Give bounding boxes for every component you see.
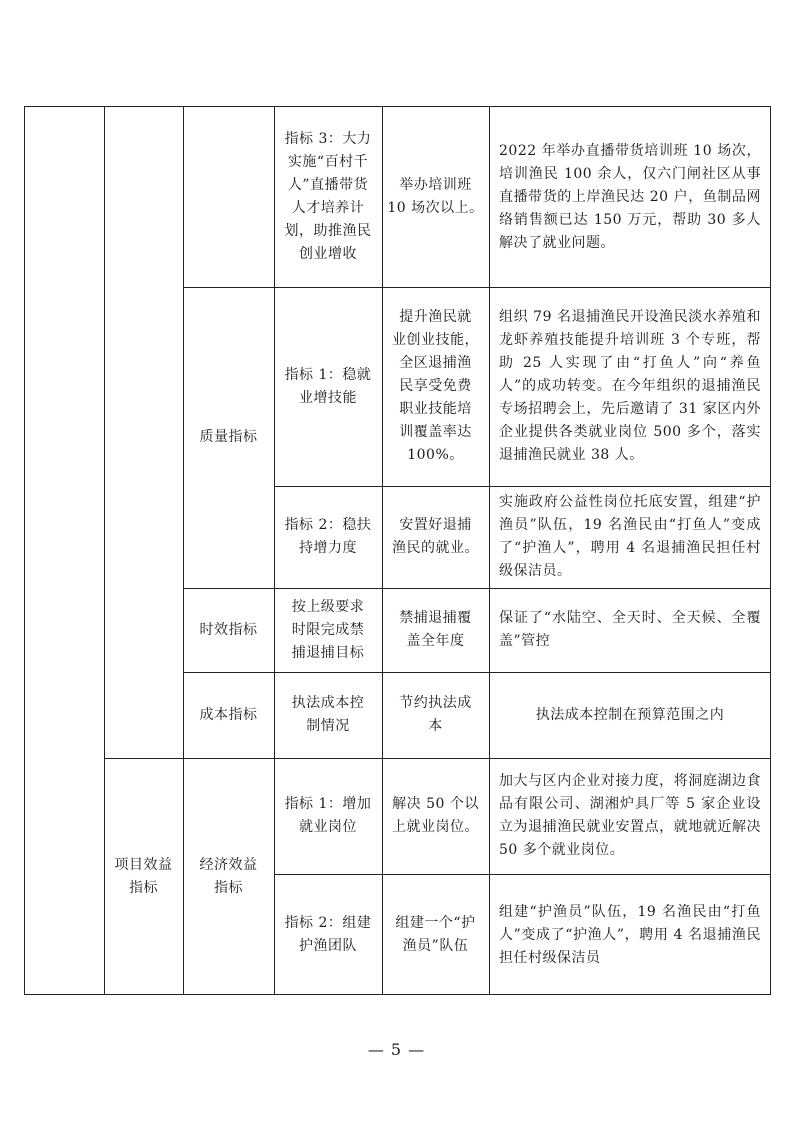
result-cell: 组织 79 名退捕渔民开设渔民淡水养殖和龙虾养殖技能提升培训班 3 个专班，帮助 25 人实现了由“打鱼人”向“养鱼人”的成功转变。在今年组织的退捕渔民专场招聘会上，先后邀请了 31 家区内外企业提供各类就业岗位 500 多个，落实退捕渔民就业 38 人。 [499,309,761,463]
target-cell: 提升渔民就 业创业技能， 全区退捕渔 民享受免费 职业技能培 训覆盖率达 100%。 [392,309,479,463]
indicator-cell: 按上级要求 时限完成禁 捕退捕目标 [291,598,365,661]
category-cell-efficiency: 项目效益 指标 [114,857,173,896]
target-cell: 安置好退捕 渔民的就业。 [392,517,479,556]
result-cell: 加大与区内企业对接力度，将洞庭湖边食品有限公司、湖湘炉具厂等 5 家企业设立为退捕渔民就业安置点，就地就近解决 50 多个就业岗位。 [499,773,761,858]
target-cell: 举办培训班 10 场次以上。 [387,177,484,216]
target-cell: 禁捕退捕覆 盖全年度 [399,610,472,649]
subcategory-cell-timeliness: 时效指标 [199,621,258,638]
performance-table [24,106,771,995]
indicator-cell: 指标 2：组建 护渔团队 [284,915,372,954]
indicator-cell: 指标 2：稳扶 持增力度 [284,517,372,556]
result-cell: 执法成本控制在预算范围之内 [535,706,725,723]
page-number: — 5 — [367,1040,426,1059]
subcategory-cell-quality: 质量指标 [199,429,258,445]
target-cell: 节约执法成 本 [399,695,472,734]
target-cell: 解决 50 个以 上就业岗位。 [392,796,479,835]
indicator-cell: 指标 1：稳就 业增技能 [284,366,372,406]
indicator-cell: 指标 1：增加 就业岗位 [284,796,372,835]
indicator-cell: 执法成本控 制情况 [291,695,365,734]
result-cell: 保证了“水陆空、全天时、全天候、全覆盖”管控 [499,610,761,649]
target-cell: 组建一个“护 渔员”队伍 [395,915,476,954]
subcategory-cell-economic: 经济效益 指标 [199,857,258,896]
subcategory-cell-cost: 成本指标 [199,706,258,723]
result-cell: 实施政府公益性岗位托底安置，组建“护渔员”队伍，19 名渔民由“打鱼人”变成了“护渔人”，聘用 4 名退捕渔民担任村级保洁员。 [499,494,761,579]
result-cell: 2022 年举办直播带货培训班 10 场次，培训渔民 100 余人，仅六门闸社区从事直播带货的上岸渔民达 20 户，鱼制品网络销售额已达 150 万元，帮助 30 多人解决了就业问题。 [499,142,761,251]
indicator-cell: 指标 3：大力 实施“百村千 人”直播带货 人才培养计 划，助推渔民 创业增收 [284,131,372,262]
result-cell: 组建“护渔员”队伍，19 名渔民由“打鱼人”变成了“护渔人”，聘用 4 名退捕渔民担任村级保洁员 [499,903,761,966]
